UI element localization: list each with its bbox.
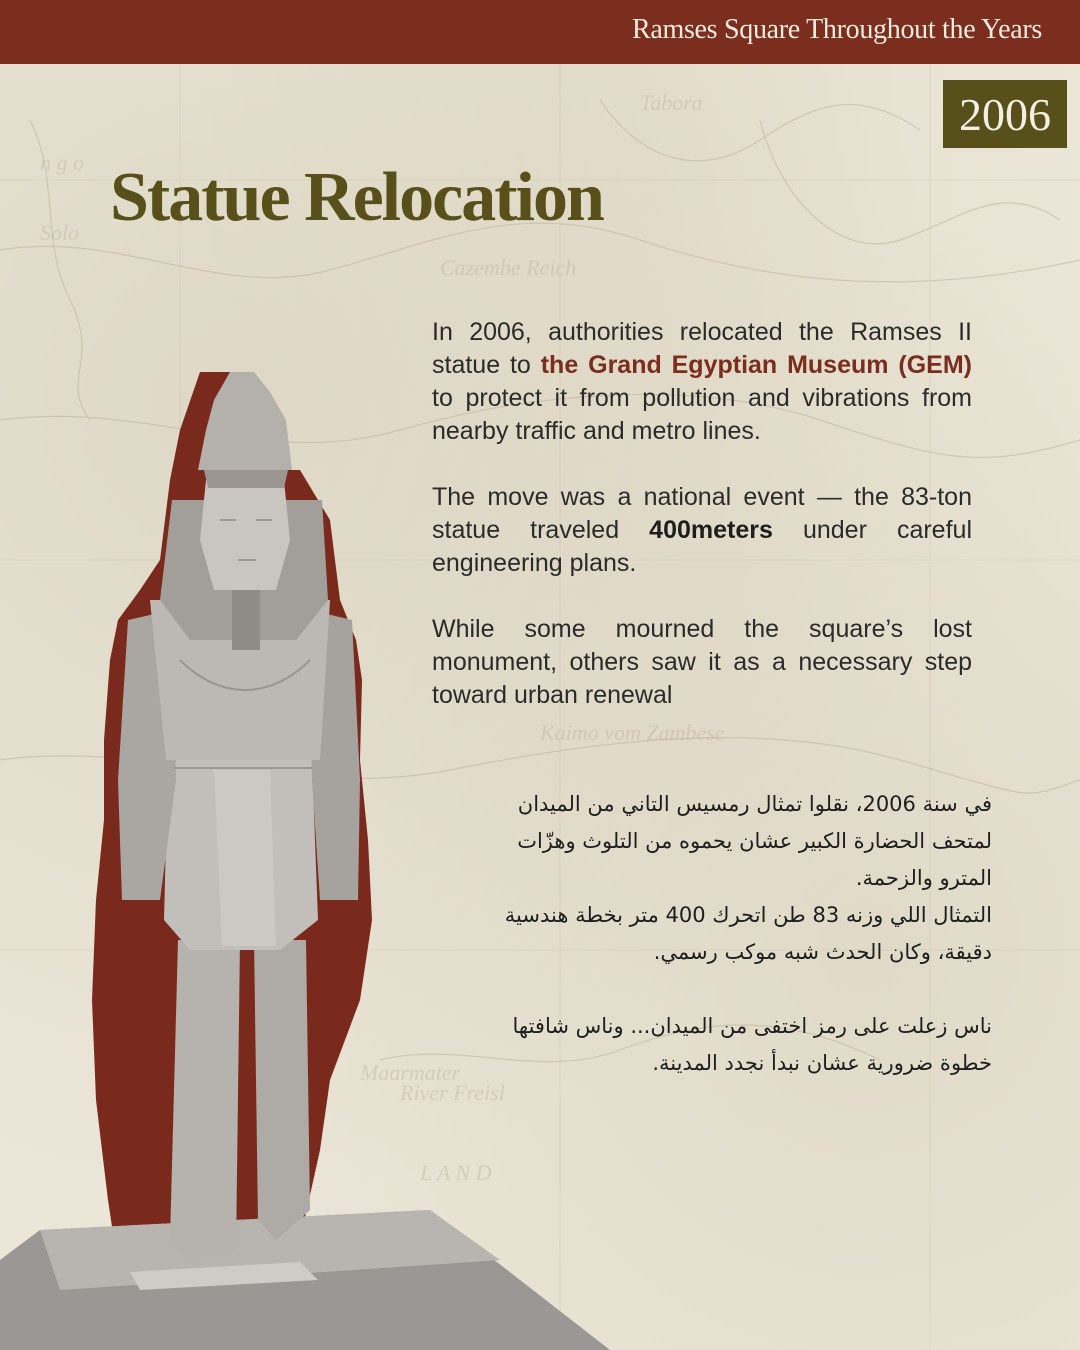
svg-text:Tabora: Tabora [640, 90, 703, 115]
arabic-line: ناس زعلت على رمز اختفى من الميدان... وناس شافتها [512, 1014, 992, 1038]
svg-text:L A N D: L A N D [420, 1160, 492, 1185]
arabic-paragraph-1 [440, 786, 992, 971]
arabic-line: لمتحف الحضارة الكبير عشان يحموه من التلوث وهزّات [517, 829, 992, 853]
svg-text:n g o: n g o [40, 150, 84, 175]
svg-text:Kaimo vom Zambese: Kaimo vom Zambese [540, 720, 725, 745]
english-paragraph-2 [432, 481, 972, 580]
english-p1-text-b: to protect it from pollution and vibrations from nearby traffic and metro lines. [432, 384, 972, 445]
arabic-paragraph-2 [440, 1008, 992, 1082]
arabic-line: التمثال اللي وزنه 83 طن اتحرك 400 متر بخطة هندسية [504, 903, 992, 927]
english-p1-text-a: In 2006, authorities relocated the Ramses II statue to [432, 318, 972, 379]
english-description [432, 316, 972, 745]
english-paragraph-1 [432, 316, 972, 448]
svg-text:Cazembe Reich: Cazembe Reich [440, 255, 577, 280]
svg-text:Maarmater: Maarmater [360, 1060, 461, 1085]
arabic-line: في سنة 2006، نقلوا تمثال رمسيس التاني من الميدان [517, 792, 992, 816]
arabic-line: خطوة ضرورية عشان نبدأ نجدد المدينة. [652, 1051, 992, 1075]
arabic-description [440, 786, 992, 1119]
header-title: Ramses Square Throughout the Years [631, 14, 1042, 45]
year-badge: 2006 [943, 80, 1067, 148]
english-paragraph-3: While some mourned the square’s lost monument, others saw it as a necessary step toward urban renewal [432, 615, 972, 709]
gem-highlight: the Grand Egyptian Museum (GEM) [540, 351, 972, 379]
arabic-line: دقيقة، وكان الحدث شبه موكب رسمي. [653, 940, 992, 964]
arabic-line: المترو والزحمة. [855, 866, 992, 890]
english-p2-text-b: under careful engineering plans. [432, 516, 972, 577]
page-title: Statue Relocation [110, 159, 603, 236]
english-p2-text-a: The move was a national event — the 83-ton statue traveled [432, 483, 972, 544]
svg-text:Solo: Solo [40, 220, 80, 245]
distance-highlight: 400meters [649, 516, 773, 544]
svg-text:River Freisl: River Freisl [400, 1080, 505, 1105]
